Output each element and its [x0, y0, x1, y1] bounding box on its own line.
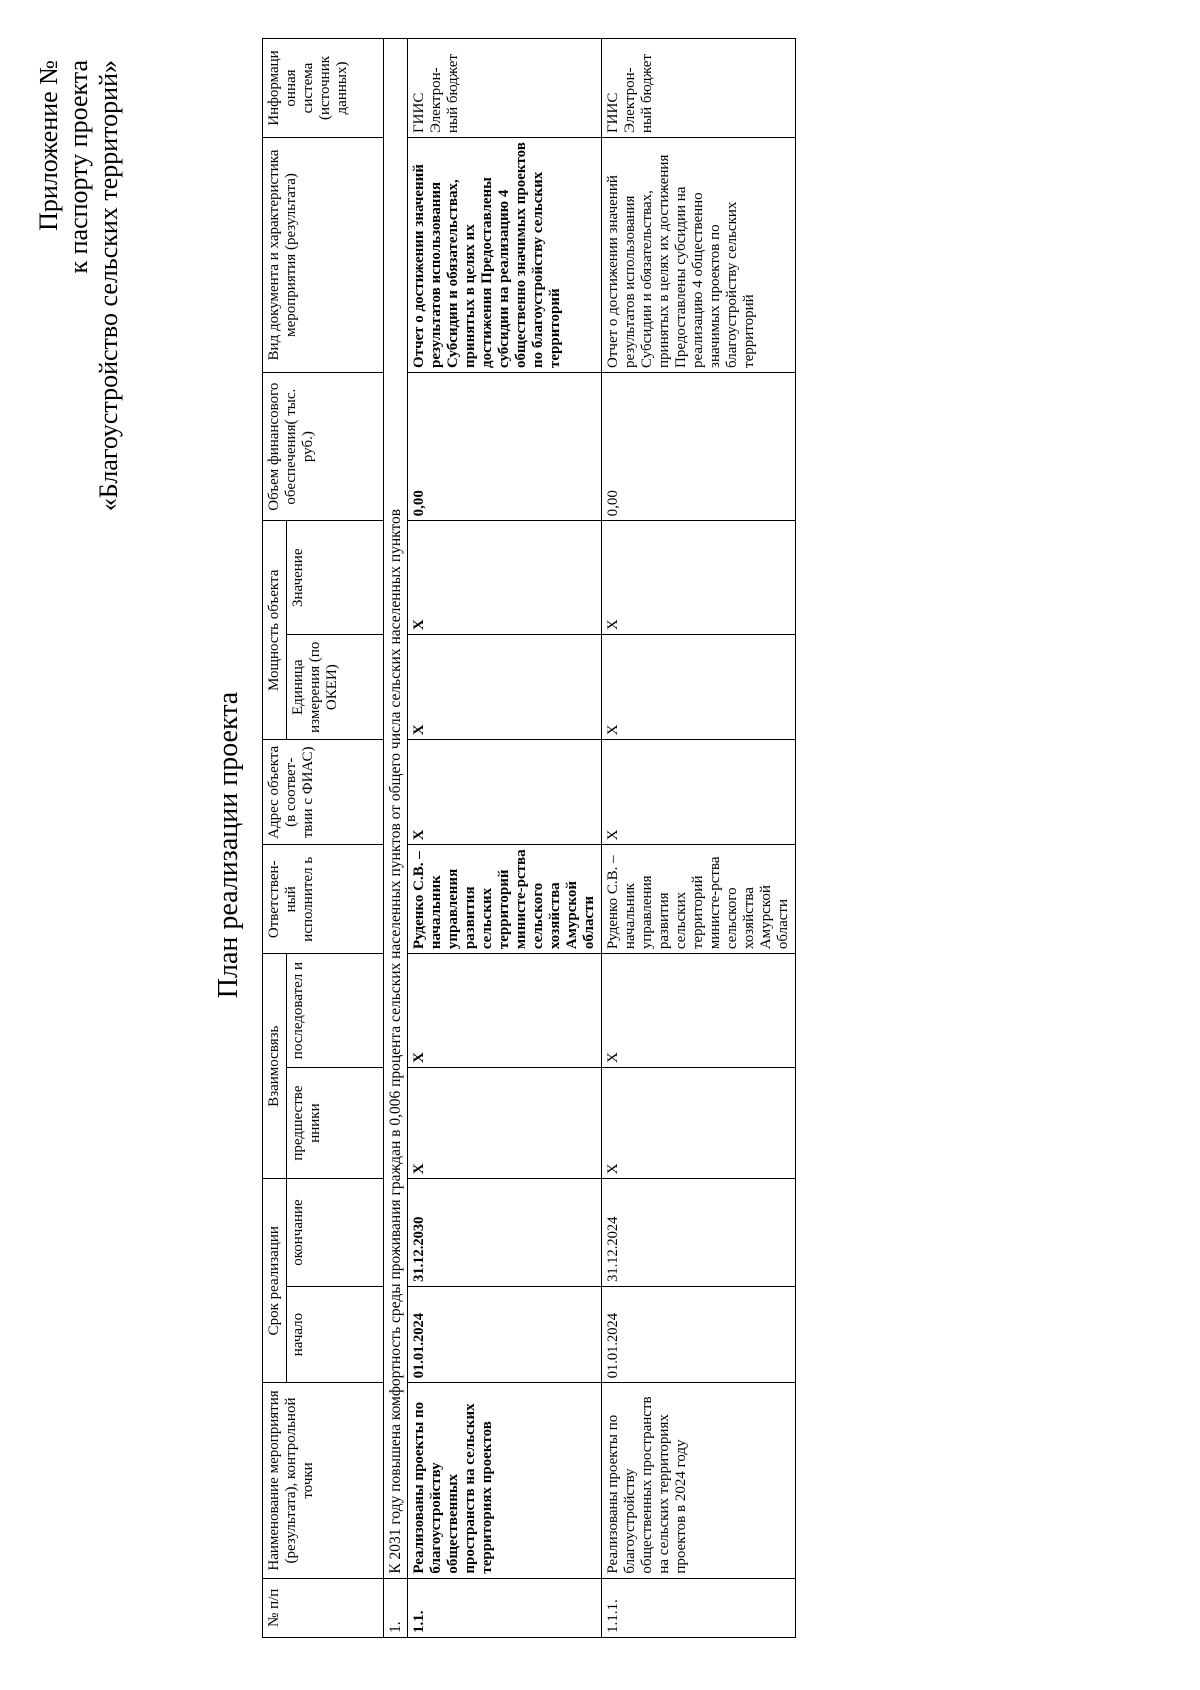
header-doc-type: Вид документа и характеристика мероприятия (результата) [263, 138, 384, 373]
page-title: План реализации проекта [213, 691, 244, 999]
header-name: Наименование мероприятия (результата), контрольной точки [263, 1383, 384, 1578]
row-num: 1.1.1. [602, 1578, 796, 1637]
header-relation: Взаимосвязь [263, 954, 287, 1179]
row-doc-type: Отчет о достижении значений результатов использования Субсидии и обязательствах, принятых в целях их достижения Предоставлены субсидии на реализацию 4 общественно значимых проектов по благоустройству сельских территорий [602, 138, 796, 373]
header-period: Срок реализации [263, 1179, 287, 1383]
header-info-system: Информаци онная система (источник данных) [263, 39, 384, 138]
row-end: 31.12.2024 [602, 1179, 796, 1287]
header-responsible: Ответствен-ный исполнител ь [263, 845, 384, 954]
header-funding: Объем финансового обеспечения( тыс. руб.) [263, 372, 384, 520]
row-unit: X [602, 635, 796, 740]
header-successors: последовател и [287, 954, 384, 1068]
row-funding: 0,00 [602, 372, 796, 520]
section-text: К 2031 году повышена комфортность среды проживания граждан в 0,006 процента сельских населенных пунктов от общего числа сельских населенных пунктов [384, 39, 408, 1579]
row-name: Реализованы проекты по благоустройству общественных пространств на сельских территориях проектов [408, 1383, 602, 1578]
table-row [408, 39, 602, 1638]
row-name: Реализованы проекты по благоустройству общественных пространств на сельских территориях проектов в 2024 году [602, 1383, 796, 1578]
appendix-number: Приложение № [34, 60, 63, 231]
header-start: начало [287, 1286, 384, 1382]
row-address: X [602, 740, 796, 845]
header-capacity: Мощность объекта [263, 521, 287, 740]
header-unit: Единица измерения (по ОКЕИ) [287, 635, 384, 740]
section-num: 1. [384, 1578, 408, 1637]
header-end: окончание [287, 1179, 384, 1287]
row-address: X [408, 740, 602, 845]
row-successors: X [602, 954, 796, 1068]
appendix-passport-ref: к паспорту проекта [64, 60, 93, 274]
row-end: 31.12.2030 [408, 1179, 602, 1287]
row-funding: 0,00 [408, 372, 602, 520]
table-header-row [263, 39, 287, 1638]
row-doc-type: Отчет о достижении значений результатов использования Субсидии и обязательствах, принятых в целях их достижения Предоставлены субсидии на реализацию 4 общественно значимых проектов по благоустройству сельских территорий [408, 138, 602, 373]
section-row [384, 39, 408, 1638]
appendix-project-name: «Благоустройство сельских территорий» [94, 60, 123, 512]
row-predecessors: X [408, 1067, 602, 1178]
row-predecessors: X [602, 1067, 796, 1178]
row-value: X [408, 521, 602, 635]
table-row [602, 39, 796, 1638]
row-info-system: ГИИС Электрон-ный бюджет [602, 39, 796, 138]
row-value: X [602, 521, 796, 635]
row-responsible: Руденко С.В. – начальник управления развития сельских территорий министе-рства сельского хозяйства Амурской области [408, 845, 602, 954]
row-info-system: ГИИС Электрон-ный бюджет [408, 39, 602, 138]
header-address: Адрес объекта (в соответ-твии с ФИАС) [263, 740, 384, 845]
implementation-plan-table [262, 38, 796, 1638]
appendix-header [34, 60, 124, 511]
row-start: 01.01.2024 [602, 1286, 796, 1382]
header-value: Значение [287, 521, 384, 635]
row-num: 1.1. [408, 1578, 602, 1637]
row-responsible: Руденко С.В. – начальник управления развития сельских территорий министе-рства сельского хозяйства Амурской области [602, 845, 796, 954]
row-unit: X [408, 635, 602, 740]
header-num: № п/п [263, 1578, 384, 1637]
header-predecessors: предшестве нники [287, 1067, 384, 1178]
row-start: 01.01.2024 [408, 1286, 602, 1382]
row-successors: X [408, 954, 602, 1068]
